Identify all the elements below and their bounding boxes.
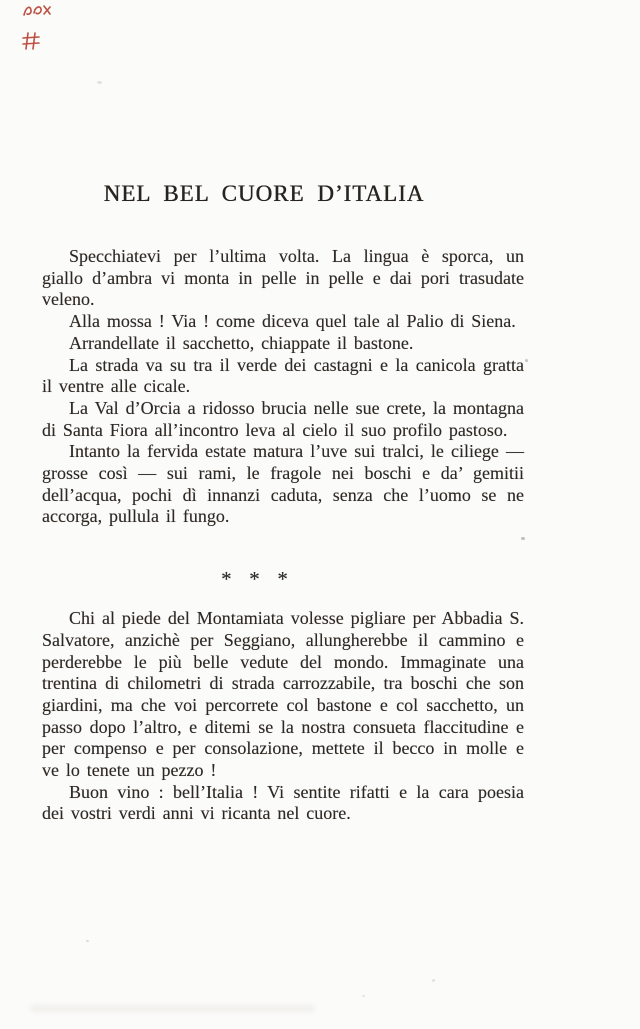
paragraph: Intanto la fervida estate matura l’uve sui tralci, le ciliege — grosse così — sui rami, le fragole nei boschi e da’ gemitii dell’acqua, pochi dì innanzi caduta, senza che l’uomo se ne accorga, pullula il fungo. xyxy=(42,441,524,527)
scan-speck xyxy=(525,359,528,362)
red-pen-mark-icon xyxy=(20,31,42,51)
scan-smudge xyxy=(30,1005,315,1012)
scan-speck xyxy=(97,81,102,84)
paragraph: Chi al piede del Montamiata volesse pigliare per Abbadia S. Salvatore, anzichè per Seggiano, allungherebbe il cammino e perderebbe le più belle vedute del mondo. Immaginate una trentina di chilometri di strada carrozzabile, tra boschi che son giardini, ma che voi percorrete col bastone e col sacchetto, un passo dopo l’altro, e ditemi se la nostra consueta flaccitudine e per compenso e per consolazione, mettete il becco in molle e ve lo tenete un pezzo ! xyxy=(42,608,524,781)
red-pen-mark-icon xyxy=(22,2,52,19)
text-column xyxy=(42,246,524,825)
scan-speck xyxy=(86,940,89,942)
text-section-2 xyxy=(42,608,524,825)
paragraph: Alla mossa ! Via ! come diceva quel tale al Palio di Siena. xyxy=(69,311,516,332)
scan-speck xyxy=(432,979,435,982)
scan-speck xyxy=(362,995,365,997)
scan-speck xyxy=(521,537,525,540)
paragraph: La Val d’Orcia a ridosso brucia nelle sue crete, la montagna di Santa Fiora all’incontro leva al cielo il suo profilo pastoso. xyxy=(42,397,524,440)
text-section-1 xyxy=(42,246,524,528)
paragraph: Buon vino : bell’Italia ! Vi sentite rifatti e la cara poesia dei vostri verdi anni vi ricanta nel cuore. xyxy=(42,781,524,824)
section-separator-asterisks: * * * xyxy=(221,567,293,592)
paragraph: Arrandellate il sacchetto, chiappate il bastone. xyxy=(69,332,414,353)
paragraph: La strada va su tra il verde dei castagni e la canicola gratta il ventre alle cicale. xyxy=(42,354,524,397)
paragraph: Specchiatevi per l’ultima volta. La lingua è sporca, un giallo d’ambra vi monta in pelle in pelle e dai pori trasudate veleno. xyxy=(42,246,524,310)
chapter-title: NEL BEL CUORE D’ITALIA xyxy=(103,181,425,206)
